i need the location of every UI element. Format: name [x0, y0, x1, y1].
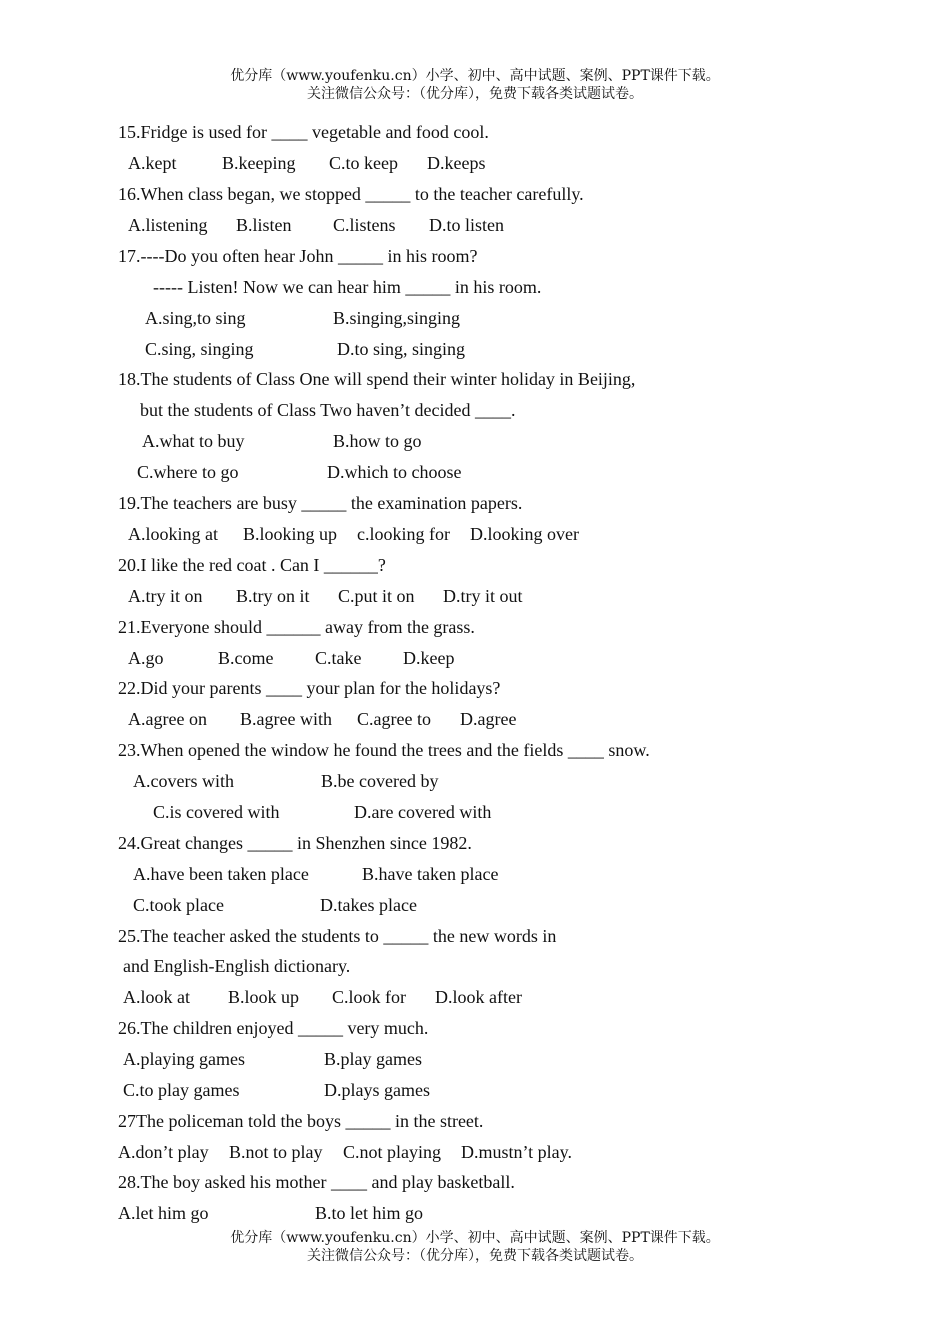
- option: B.be covered by: [321, 771, 439, 791]
- question-stem: 26.The children enjoyed _____ very much.: [118, 1018, 429, 1038]
- question-stem: 22.Did your parents ____ your plan for the holidays?: [118, 678, 501, 698]
- option: A.covers with: [133, 771, 234, 791]
- option: A.what to buy: [142, 431, 245, 451]
- question-stem-continued: ----- Listen! Now we can hear him _____ in his room.: [153, 277, 542, 297]
- option: B.try on it: [236, 586, 310, 606]
- option: D.keeps: [427, 153, 486, 173]
- option: D.keep: [403, 648, 455, 668]
- option: A.looking at: [128, 524, 218, 544]
- option: A.try it on: [128, 586, 203, 606]
- option: A.sing,to sing: [145, 308, 246, 328]
- option: D.agree: [460, 709, 517, 729]
- option: D.try it out: [443, 586, 523, 606]
- question-stem-continued: and English-English dictionary.: [123, 956, 351, 976]
- option: C.took place: [133, 895, 224, 915]
- option: B.play games: [324, 1049, 422, 1069]
- header-line-2: 关注微信公众号：（优分库），免费下载各类试题试卷。: [307, 86, 643, 102]
- option: B.singing,singing: [333, 308, 461, 328]
- option: D.to sing, singing: [337, 339, 466, 359]
- question-stem: 25.The teacher asked the students to _____ the new words in: [118, 926, 557, 946]
- option: C.is covered with: [153, 802, 280, 822]
- option: A.don’t play: [118, 1142, 209, 1162]
- option: D.are covered with: [354, 802, 492, 822]
- option: A.look at: [123, 987, 190, 1007]
- option: C.to play games: [123, 1080, 240, 1100]
- option: B.keeping: [222, 153, 296, 173]
- question-stem-continued: but the students of Class Two haven’t decided ____.: [140, 400, 516, 420]
- question-stem: 19.The teachers are busy _____ the examination papers.: [118, 493, 523, 513]
- question-stem: 27The policeman told the boys _____ in the street.: [118, 1111, 484, 1131]
- question-stem: 16.When class began, we stopped _____ to the teacher carefully.: [118, 184, 584, 204]
- option: B.come: [218, 648, 274, 668]
- option: D.looking over: [470, 524, 579, 544]
- question-stem: 17.----Do you often hear John _____ in his room?: [118, 246, 478, 266]
- option: C.to keep: [329, 153, 398, 173]
- footer-line-2: 关注微信公众号：（优分库），免费下载各类试题试卷。: [307, 1248, 643, 1264]
- option: D.mustn’t play.: [461, 1142, 572, 1162]
- question-stem: 23.When opened the window he found the trees and the fields ____ snow.: [118, 740, 650, 760]
- question-stem: 24.Great changes _____ in Shenzhen since 1982.: [118, 833, 472, 853]
- option: D.to listen: [429, 215, 504, 235]
- header-line-1: 优分库（www.youfenku.cn）小学、初中、高中试题、案例、PPT课件下载。: [230, 68, 720, 84]
- option: D.look after: [435, 987, 522, 1007]
- option: B.look up: [228, 987, 300, 1007]
- option: c.looking for: [357, 524, 450, 544]
- option: B.to let him go: [315, 1203, 423, 1223]
- option: A.let him go: [118, 1203, 209, 1223]
- option: D.which to choose: [327, 462, 462, 482]
- page-header: [0, 67, 950, 103]
- option: C.sing, singing: [145, 339, 254, 359]
- question-stem: 21.Everyone should ______ away from the grass.: [118, 617, 475, 637]
- question-stem: 15.Fridge is used for ____ vegetable and food cool.: [118, 122, 489, 142]
- option: A.go: [128, 648, 164, 668]
- option: C.not playing: [343, 1142, 441, 1162]
- option: A.have been taken place: [133, 864, 309, 884]
- option: B.agree with: [240, 709, 332, 729]
- option: B.listen: [236, 215, 292, 235]
- option: B.not to play: [229, 1142, 323, 1162]
- question-stem: 18.The students of Class One will spend their winter holiday in Beijing,: [118, 369, 636, 389]
- option: B.looking up: [243, 524, 338, 544]
- question-stem: 20.I like the red coat . Can I ______?: [118, 555, 386, 575]
- option: C.listens: [333, 215, 396, 235]
- footer-line-1: 优分库（www.youfenku.cn）小学、初中、高中试题、案例、PPT课件下载。: [230, 1230, 720, 1246]
- option: B.how to go: [333, 431, 422, 451]
- option: A.listening: [128, 215, 208, 235]
- option: C.look for: [332, 987, 406, 1007]
- option: C.agree to: [357, 709, 431, 729]
- option: B.have taken place: [362, 864, 499, 884]
- question-stem: 28.The boy asked his mother ____ and play basketball.: [118, 1172, 515, 1192]
- option: A.kept: [128, 153, 177, 173]
- option: C.where to go: [137, 462, 239, 482]
- option: C.put it on: [338, 586, 415, 606]
- option: C.take: [315, 648, 362, 668]
- option: D.takes place: [320, 895, 417, 915]
- option: A.playing games: [123, 1049, 245, 1069]
- option: A.agree on: [128, 709, 207, 729]
- option: D.plays games: [324, 1080, 430, 1100]
- page-footer: [0, 1229, 950, 1265]
